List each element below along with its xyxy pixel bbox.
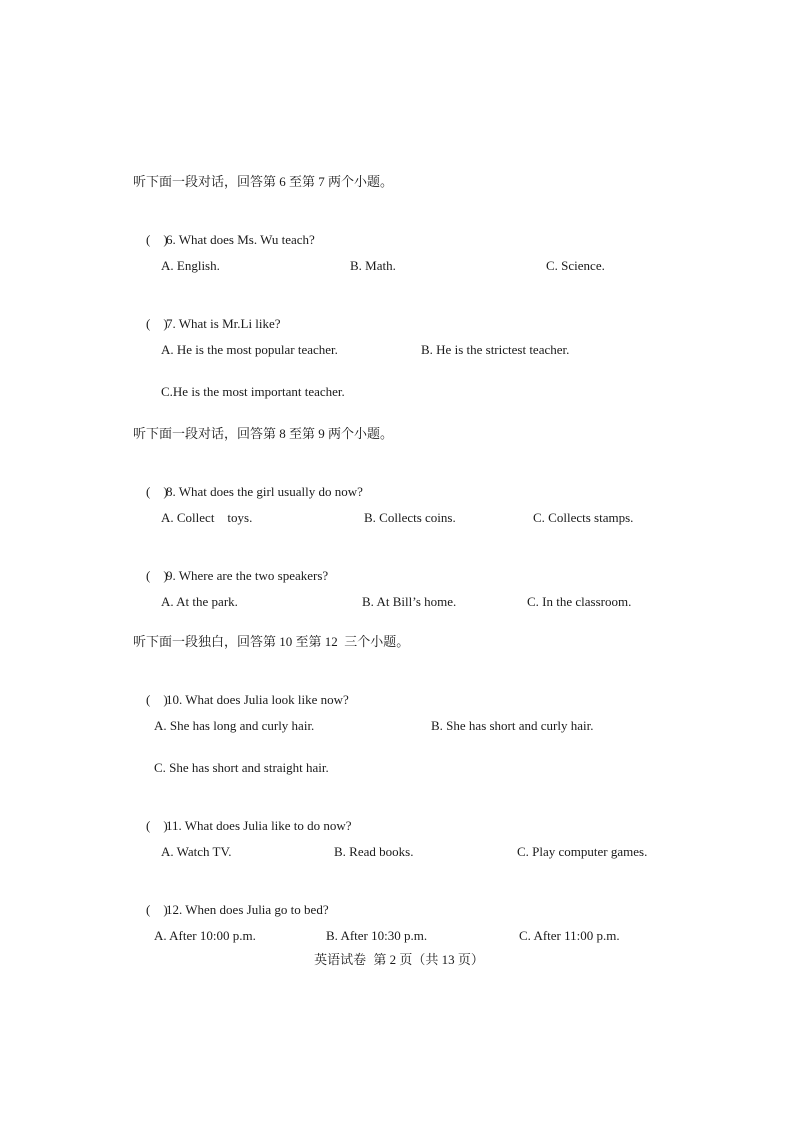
question-7-option-a: A. He is the most popular teacher. (161, 342, 338, 357)
question-6-option-b: B. Math. (350, 258, 396, 273)
question-6-option-a: A. English. (161, 258, 220, 273)
section-instruction-3: 听下面一段独白，回答第 10 至第 12 三个小题。 (133, 634, 410, 649)
footer-page-number: 第 2 页（共 13 页） (373, 952, 484, 967)
question-11-option-a: A. Watch TV. (161, 844, 232, 859)
question-9-option-c: C. In the classroom. (527, 594, 632, 609)
question-text: 6. What does Ms. Wu teach? (166, 232, 315, 247)
question-6 (133, 216, 315, 264)
question-10 (133, 676, 349, 724)
question-10-option-b: B. She has short and curly hair. (431, 718, 594, 733)
question-9 (133, 552, 328, 600)
question-12 (133, 886, 329, 934)
question-8 (133, 468, 363, 516)
answer-blank[interactable]: ( ) (146, 818, 168, 833)
answer-blank[interactable]: ( ) (146, 692, 168, 707)
question-10-option-c: C. She has short and straight hair. (154, 760, 329, 775)
section-instruction-1: 听下面一段对话，回答第 6 至第 7 两个小题。 (133, 174, 394, 189)
answer-blank[interactable]: ( ) (146, 568, 168, 583)
question-text: 10. What does Julia look like now? (166, 692, 349, 707)
question-text: 9. Where are the two speakers? (166, 568, 329, 583)
question-7 (133, 300, 281, 348)
footer-subject: 英语试卷 (314, 952, 367, 967)
question-9-option-b: B. At Bill’s home. (362, 594, 457, 609)
question-11 (133, 802, 352, 850)
question-6-option-c: C. Science. (546, 258, 605, 273)
question-7-option-b: B. He is the strictest teacher. (421, 342, 570, 357)
answer-blank[interactable]: ( ) (146, 232, 168, 247)
answer-blank[interactable]: ( ) (146, 316, 168, 331)
question-12-option-c: C. After 11:00 p.m. (519, 928, 620, 943)
question-text: 12. When does Julia go to bed? (166, 902, 329, 917)
question-12-option-a: A. After 10:00 p.m. (154, 928, 256, 943)
question-8-option-b: B. Collects coins. (364, 510, 456, 525)
question-11-option-c: C. Play computer games. (517, 844, 648, 859)
answer-blank[interactable]: ( ) (146, 484, 168, 499)
question-8-option-a: A. Collect toys. (161, 510, 253, 525)
question-10-option-a: A. She has long and curly hair. (154, 718, 315, 733)
question-11-option-b: B. Read books. (334, 844, 414, 859)
question-12-option-b: B. After 10:30 p.m. (326, 928, 428, 943)
page-footer (0, 952, 794, 968)
question-8-option-c: C. Collects stamps. (533, 510, 634, 525)
section-instruction-2: 听下面一段对话，回答第 8 至第 9 两个小题。 (133, 426, 394, 441)
question-9-option-a: A. At the park. (161, 594, 238, 609)
answer-blank[interactable]: ( ) (146, 902, 168, 917)
question-7-option-c: C.He is the most important teacher. (161, 384, 345, 399)
question-text: 7. What is Mr.Li like? (166, 316, 281, 331)
question-text: 11. What does Julia like to do now? (166, 818, 352, 833)
question-text: 8. What does the girl usually do now? (166, 484, 363, 499)
